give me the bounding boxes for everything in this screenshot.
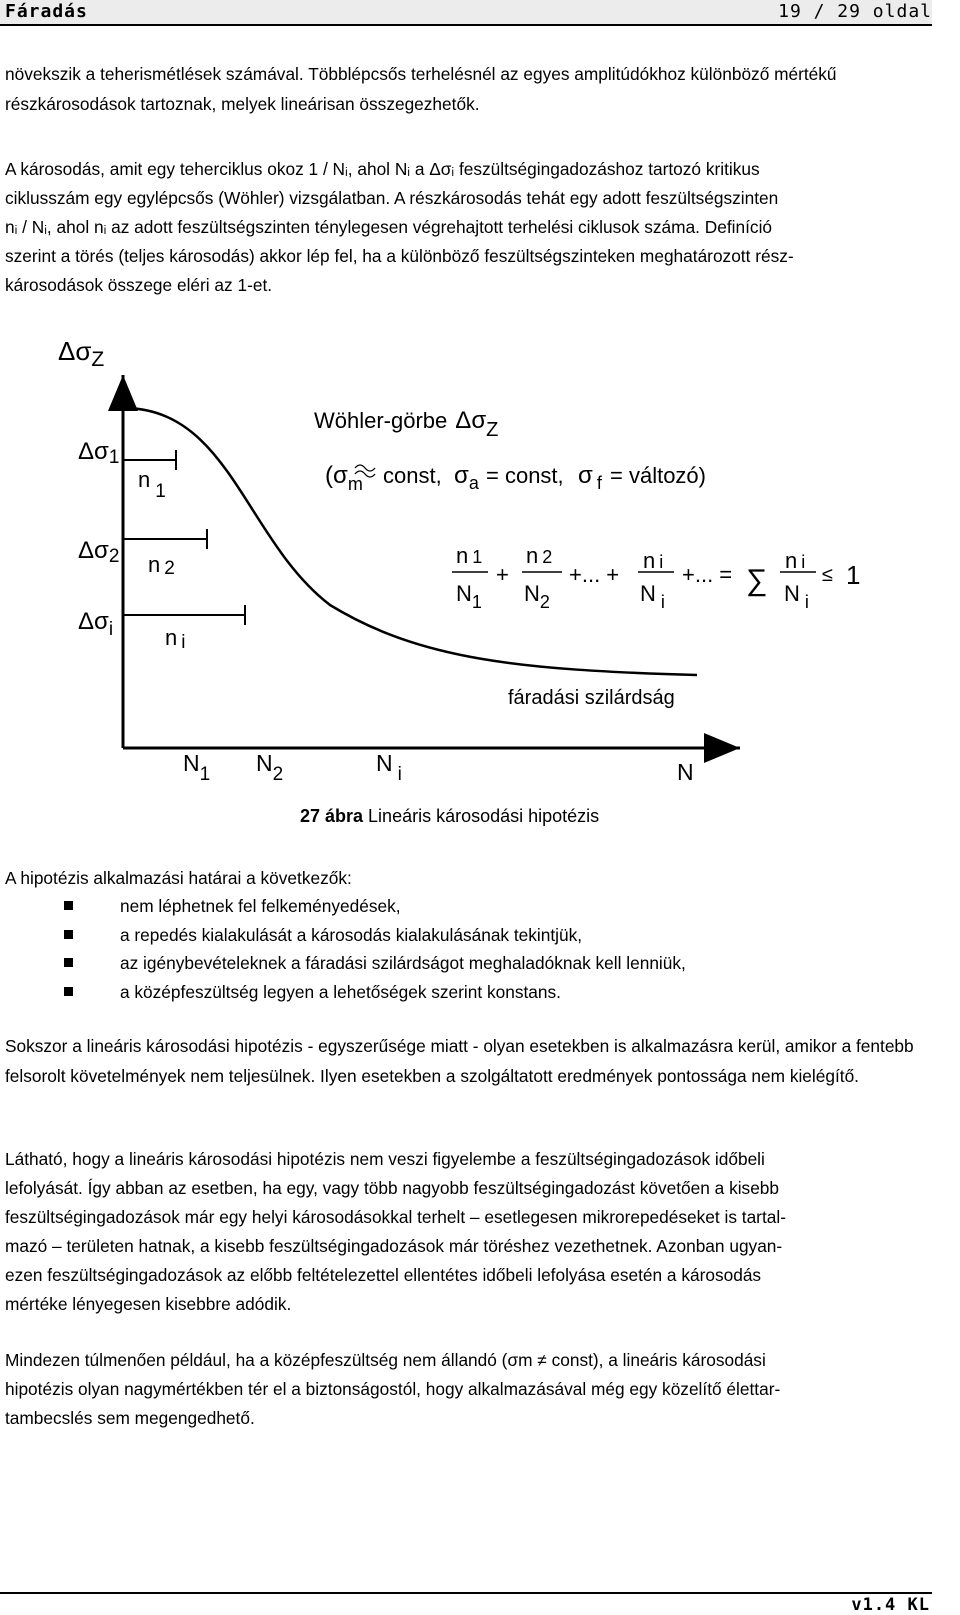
text-line: tambecslés sem megengedhető.	[5, 1408, 255, 1428]
svg-text:= változó): = változó)	[610, 463, 706, 488]
x-tick-N1: $N_1$	[183, 750, 211, 785]
paragraph-intro: növekszik a teherismétlések számával. Többlépcsős terhelésnél az egyes amplitúdókhoz különböző mértékű részkárosodások tartoznak, melyek lineárisan összegezhetők.	[5, 64, 837, 114]
curve-label: Wöhler-görbe ΔσZ	[314, 407, 499, 441]
x-axis-label: N	[677, 759, 694, 785]
paragraph-applicability: Sokszor a lineáris károsodási hipotézis - egyszerűsége miatt - olyan esetekben is alkalmazásra kerül, amikor a fentebb felsorolt követelmények nem teljesülnek. Ilyen esetekben a szolgáltatott eredmények pontossága nem kielégítő.	[5, 1036, 914, 1086]
text-line: mértéke lényegesen kisebbre adódik.	[5, 1294, 292, 1314]
level-label-1: Δσ1	[78, 438, 120, 468]
page-footer	[0, 1592, 932, 1615]
bullet-icon	[64, 930, 73, 939]
svg-text:Ni: N $_i$	[640, 581, 665, 612]
miner-rule-formula	[452, 543, 860, 612]
svg-text:(σm: ($\sigma_m$	[325, 462, 363, 494]
x-tick-Ni: N $_i$	[376, 750, 402, 785]
svg-text:n2: n 2	[526, 543, 553, 568]
text-line: nᵢ / Nᵢ, ahol nᵢ az adott feszültségszinten ténylegesen végrehajtott terhelési ciklusok száma. Definíció	[5, 217, 773, 237]
header-title: Fáradás	[5, 1, 88, 22]
svg-text:σf: σ $_f$	[578, 462, 602, 493]
bullet-icon	[64, 958, 73, 967]
cycles-n2: n 2	[148, 552, 175, 579]
text-line: feszültségingadozások már egy helyi károsodásokkal terhelt – esetlegesen mikrorepedéseket is tartal-	[5, 1207, 786, 1227]
figure-title: Lineáris károsodási hipotézis	[363, 806, 600, 826]
bullet-icon	[64, 901, 73, 910]
text-line: szerint a törés (teljes károsodás) akkor lép fel, ha a különböző feszültségszinteken meghatározott rész-	[5, 246, 794, 266]
woehler-diagram	[0, 330, 932, 810]
limits-list	[5, 892, 686, 1006]
limits-intro: A hipotézis alkalmazási határai a következők:	[5, 868, 352, 888]
list-item: a középfeszültség legyen a lehetőségek szerint konstans.	[5, 978, 686, 1007]
svg-text:n1: n 1	[456, 543, 483, 568]
svg-text:ni: n i	[785, 548, 806, 573]
endurance-limit-label: fáradási szilárdság	[508, 687, 675, 709]
svg-text:+... +: +... +	[569, 562, 620, 587]
level-label-i: $\Delta\sigma_i$	[78, 608, 114, 640]
cycles-ni: n i	[165, 625, 186, 653]
woehler-curve	[123, 408, 697, 675]
text-line: károsodások összege eléri az 1-et.	[5, 275, 273, 295]
figure-caption	[300, 806, 599, 827]
svg-text:+: +	[496, 562, 509, 587]
svg-text:+... =: +... =	[682, 562, 733, 587]
text-line: mazó – területen hatnak, a kisebb feszültségingadozások már töréshez vezethetnek. Azonban ugyan-	[5, 1236, 783, 1256]
cycles-n1: n 1	[138, 467, 166, 502]
svg-text:σa: $\sigma_a$	[454, 462, 479, 493]
svg-text:≤: ≤	[822, 564, 833, 586]
text-line: Mindezen túlmenően például, ha a középfeszültség nem állandó (σm ≠ const), a lineáris károsodási	[5, 1350, 766, 1370]
svg-text:ni: n i	[643, 548, 664, 573]
stress-condition	[325, 462, 706, 494]
footer-version: v1.4 KL	[851, 1595, 930, 1615]
svg-text:N1: $N_1$	[456, 581, 482, 612]
header-page-number: 19 / 29 oldal	[778, 1, 932, 22]
svg-text:= const,: = const,	[486, 463, 564, 488]
list-item: a repedés kialakulását a károsodás kialakulásának tekintjük,	[5, 921, 686, 950]
svg-text:∑: ∑	[746, 564, 768, 597]
page-header	[0, 0, 932, 26]
svg-text:1: 1	[846, 560, 861, 590]
svg-text:N2: $N_2$	[524, 581, 550, 612]
figure-number: 27 ábra	[300, 806, 364, 826]
bullet-icon	[64, 987, 73, 996]
text-line: lefolyását. Így abban az esetben, ha egy, vagy több nagyobb feszültségingadozást követően a kisebb	[5, 1178, 780, 1198]
x-tick-N2: $N_2$	[256, 750, 284, 785]
text-line: ezen feszültségingadozások az előbb feltételezettel ellentétes időbeli lefolyása esetén a károsodás	[5, 1265, 762, 1285]
text-line: Látható, hogy a lineáris károsodási hipotézis nem veszi figyelembe a feszültségingadozások időbeli	[5, 1149, 765, 1169]
list-item: nem léphetnek fel felkeményedések,	[5, 892, 686, 921]
svg-text:Ni: N $_i$	[784, 581, 809, 612]
text-line: hipotézis olyan nagymértékben tér el a biztonságostól, hogy alkalmazásával még egy közelítő élettar-	[5, 1379, 781, 1399]
y-axis-label: $\Delta\sigma_Z$	[58, 336, 105, 371]
svg-text:const,: const,	[383, 463, 442, 488]
list-item: az igénybevételeknek a fáradási szilárdságot meghaladóknak kell lenniük,	[5, 949, 686, 978]
text-line: A károsodás, amit egy teherciklus okoz 1 / Nᵢ, ahol Nᵢ a Δσᵢ feszültségingadozáshoz tartozó kritikus	[5, 159, 760, 179]
text-line: ciklusszám egy egylépcsős (Wöhler) vizsgálatban. A részkárosodás tehát egy adott feszültségszinten	[5, 188, 779, 208]
level-label-2: Δσ2	[78, 537, 120, 567]
